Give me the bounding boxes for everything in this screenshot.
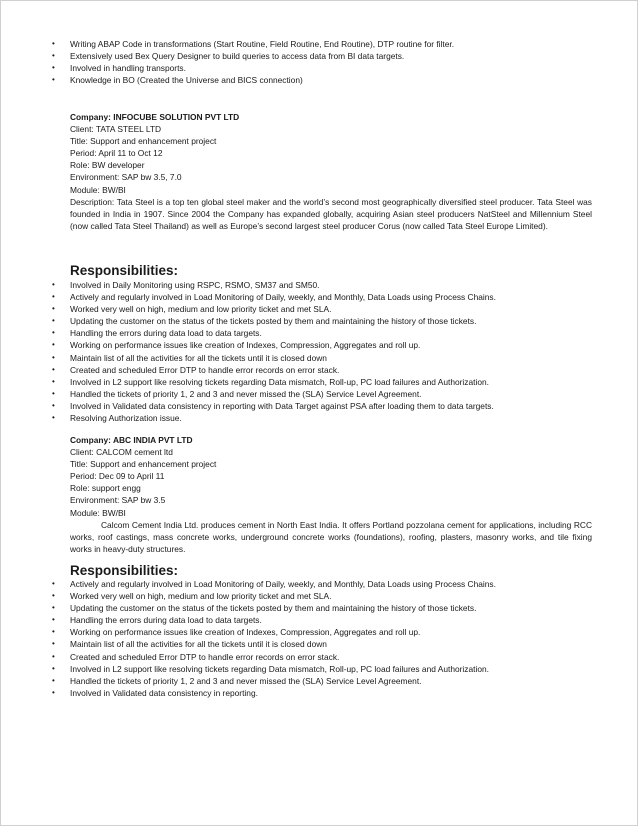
company1-client: Client: TATA STEEL LTD [70,124,162,135]
bullet-icon: • [52,627,55,637]
company1-name: Company: INFOCUBE SOLUTION PVT LTD [70,112,240,122]
company2-name: Company: ABC INDIA PVT LTD [70,435,193,445]
company1-section [1,111,638,232]
list-item: • Writing ABAP Code in transformations (Start Routine, Field Routine, End Routine), DTP routine for filter. [52,39,455,49]
bullet-icon: • [52,75,55,85]
company2-details [70,434,592,555]
bullet-icon: • [52,328,55,338]
company2-responsibilities-list [1,578,638,699]
company1-responsibilities-list [1,279,638,424]
bullet-icon: • [52,413,55,423]
list-item: • Extensively used Bex Query Designer to build queries to access data from BI data targets. [52,51,405,62]
list-item: • Involved in Daily Monitoring using RSPC, RSMO, SM37 and SM50. [52,280,320,290]
company1-role: Role: BW developer [70,160,145,171]
company2-title: Title: Support and enhancement project [70,459,217,470]
list-item: • Handled the tickets of priority 1, 2 and 3 and never missed the (SLA) Service Level Agreement. [52,675,422,686]
bullet-icon: • [52,615,55,625]
list-item: • Working on performance issues like creation of Indexes, Compression, Aggregates and roll up. [52,627,421,638]
company2-responsibilities-heading: Responsibilities: [70,563,179,578]
list-item: • Resolving Authorization issue. [52,413,182,424]
bullet-icon: • [52,63,55,73]
bullet-icon: • [52,687,55,697]
company1-responsibilities-heading: Responsibilities: [70,263,179,278]
list-item: • Handling the errors during data load to data targets. [52,328,262,339]
list-item: • Maintain list of all the activities for all the tickets until it is closed down [52,639,327,650]
company1-environment: Environment: SAP bw 3.5, 7.0 [70,172,182,183]
list-item: • Updating the customer on the status of the tickets posted by them and maintaining the history of those tickets. [52,603,477,614]
list-item: • Involved in handling transports. [52,63,186,74]
bullet-icon: • [52,579,55,588]
company1-description: Description: Tata Steel is a top ten global steel maker and the world’s second most geographically diversified steel producer. Tata Steel was founded in India in 1907. Since 2004 the Company has expanded globally, acquiring Asian steel producers NatSteel and Millennium Steel (now called Tata Steel Thailand) as well as Europe’s second largest steel producer Corus (now called Tata Steel Europe Limited). [70,196,592,231]
bullet-icon: • [52,340,55,350]
list-item: • Handled the tickets of priority 1, 2 and 3 and never missed the (SLA) Service Level Agreement. [52,388,422,399]
list-item: • Created and scheduled Error DTP to handle error records on error stack. [52,651,340,662]
list-item: • Involved in L2 support like resolving tickets regarding Data mismatch, Roll-up, PC load failures and Authorization. [52,376,489,387]
bullet-icon: • [52,280,55,289]
list-item: • Actively and regularly involved in Load Monitoring of Daily, weekly, and Monthly, Data Loads using Process Chains. [52,292,496,303]
intro-bullet-list [1,38,638,86]
company2-environment: Environment: SAP bw 3.5 [70,495,166,506]
company2-responsibilities-section [1,578,638,699]
bullet-icon: • [52,51,55,61]
bullet-icon: • [52,292,55,302]
bullet-icon: • [52,651,55,661]
company2-module: Module: BW/BI [70,507,126,518]
list-item: • Updating the customer on the status of the tickets posted by them and maintaining the history of those tickets. [52,316,477,327]
list-item: • Actively and regularly involved in Load Monitoring of Daily, weekly, and Monthly, Data Loads using Process Chains. [52,579,496,589]
list-item: • Handling the errors during data load to data targets. [52,615,262,626]
bullet-icon: • [52,364,55,374]
list-item: • Created and scheduled Error DTP to handle error records on error stack. [52,364,340,375]
list-item: • Knowledge in BO (Created the Universe and BICS connection) [52,75,303,86]
list-item: • Maintain list of all the activities for all the tickets until it is closed down [52,352,327,363]
company1-title: Title: Support and enhancement project [70,136,217,147]
company1-details [70,111,592,232]
company2-description: Calcom Cement India Ltd. produces cement in North East India. It offers Portland pozzolana cement for applications, including RCC works, roof castings, mass concrete works, underground concrete works (foundations), roofing, plasters, masonry works, and tile fixing works in heavy-duty structures. [70,519,592,554]
list-item: • Involved in Validated data consistency in reporting. [52,687,258,698]
company1-period: Period: April 11 to Oct 12 [70,148,163,159]
company2-role: Role: support engg [70,483,141,494]
bullet-icon: • [52,304,55,314]
list-item: • Worked very well on high, medium and low priority ticket and met SLA. [52,591,332,602]
bullet-icon: • [52,603,55,613]
list-item: • Working on performance issues like creation of Indexes, Compression, Aggregates and roll up. [52,340,421,351]
list-item: • Involved in Validated data consistency in reporting with Data Target against PSA after loading them to data targets. [52,400,494,411]
company1-responsibilities-section [1,279,638,424]
company2-period: Period: Dec 09 to April 11 [70,471,165,482]
bullet-icon: • [52,352,55,362]
bullet-icon: • [52,316,55,326]
bullet-icon: • [52,400,55,410]
bullet-icon: • [52,376,55,386]
list-item: • Involved in L2 support like resolving tickets regarding Data mismatch, Roll-up, PC load failures and Authorization. [52,663,489,674]
bullet-icon: • [52,388,55,398]
bullet-icon: • [52,639,55,649]
company1-module: Module: BW/BI [70,184,126,195]
bullet-icon: • [52,591,55,601]
intro-bullet-section [1,38,638,86]
bullet-icon: • [52,675,55,685]
list-item: • Worked very well on high, medium and low priority ticket and met SLA. [52,304,332,315]
bullet-icon: • [52,663,55,673]
company2-section [1,434,638,555]
company2-client: Client: CALCOM cement ltd [70,447,173,458]
bullet-icon: • [52,39,55,48]
